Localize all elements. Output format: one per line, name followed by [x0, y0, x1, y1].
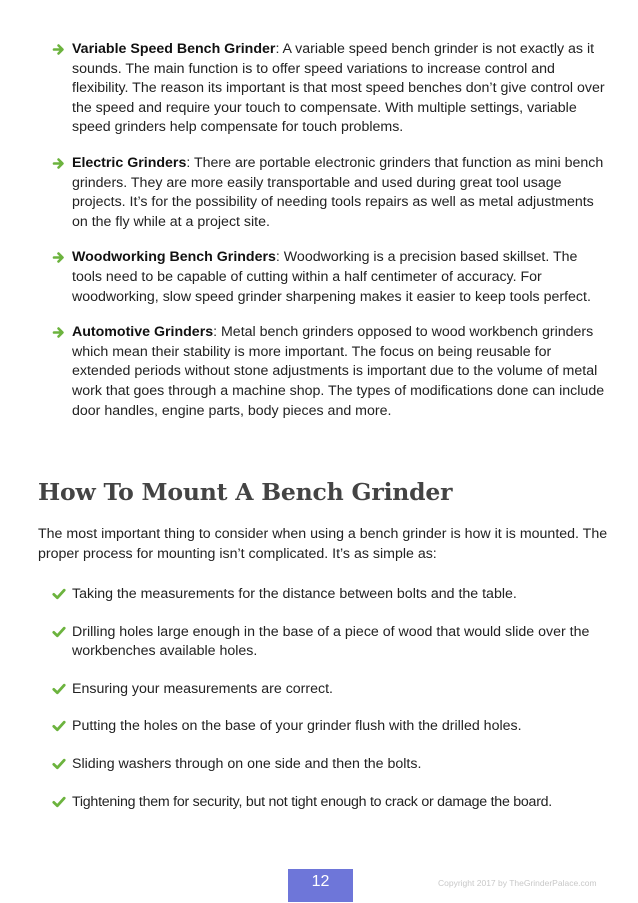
list-item-title: Electric Grinders	[72, 154, 187, 171]
intro-paragraph: The most important thing to consider when using a bench grinder is how it is mounted. The proper process for mounting isn’t complicated. It’s as simple as:	[38, 526, 608, 562]
mounting-steps-list	[52, 585, 608, 812]
list-item	[52, 154, 608, 232]
copyright-notice: Copyright 2017 by TheGrinderPalace.com	[438, 878, 597, 888]
step-text: Sliding washers through on one side and then the bolts.	[72, 755, 422, 772]
list-item	[52, 680, 608, 700]
step-text: Tightening them for security, but not tight enough to crack or damage the board.	[72, 793, 553, 810]
list-item-body: : Metal bench grinders opposed to wood workbench grinders which mean their stability is more important. The focus on being reusable for extended periods without stone adjustments is important due to the volume of metal work that goes through a machine shop. The types of modifications done can include door handles, engine parts, body pieces and more.	[72, 324, 605, 419]
list-item-body: : A variable speed bench grinder is not exactly as it sounds. The main function is to offer speed variations to increase control and flexibility. The reason its important is that most speed benches don’t give control over the speed and require your touch to compensate. With multiple settings, variable speed grinders help compensate for touch problems.	[72, 41, 605, 136]
list-item-text	[72, 323, 608, 421]
list-item-title: Variable Speed Bench Grinder	[72, 41, 276, 57]
page-number-badge: 12	[288, 869, 353, 902]
checkmark-icon	[52, 588, 72, 600]
list-item-title: Automotive Grinders	[72, 324, 214, 341]
list-item-body: : There are portable electronic grinders that function as mini bench grinders. They are more easily transportable and used during great tool usage projects. It’s for the possibility of needing tools repairs as well as metal adjustments on the fly while at a project site.	[72, 154, 604, 230]
list-item-text	[72, 40, 608, 138]
checkmark-icon	[52, 758, 72, 770]
checkmark-icon	[52, 626, 72, 638]
arrow-right-icon	[52, 326, 72, 339]
checkmark-icon	[52, 720, 72, 732]
list-item	[52, 248, 608, 307]
arrow-right-icon	[52, 43, 72, 56]
step-text: Drilling holes large enough in the base of a piece of wood that would slide over the workbenches available holes.	[72, 623, 590, 660]
checkmark-icon	[52, 796, 72, 808]
list-item	[52, 623, 608, 662]
step-text: Ensuring your measurements are correct.	[72, 680, 334, 697]
section-heading: How To Mount A Bench Grinder	[38, 478, 453, 506]
checkmark-icon	[52, 683, 72, 695]
arrow-right-icon	[52, 251, 72, 264]
list-item	[52, 323, 608, 421]
list-item	[52, 717, 608, 737]
list-item	[52, 585, 608, 605]
list-item	[52, 755, 608, 775]
list-item	[52, 40, 608, 138]
list-item-title: Woodworking Bench Grinders	[72, 249, 276, 266]
grinder-types-list	[52, 40, 608, 437]
list-item-text	[72, 248, 608, 307]
step-text: Putting the holes on the base of your grinder flush with the drilled holes.	[72, 718, 522, 735]
arrow-right-icon	[52, 157, 72, 170]
list-item	[52, 793, 608, 813]
list-item-body: : Woodworking is a precision based skillset. The tools need to be capable of cutting within a half centimeter of accuracy. For woodworking, slow speed grinder sharpening makes it easier to keep tools perfect.	[72, 249, 591, 305]
step-text: Taking the measurements for the distance between bolts and the table.	[72, 586, 517, 602]
list-item-text	[72, 154, 608, 232]
